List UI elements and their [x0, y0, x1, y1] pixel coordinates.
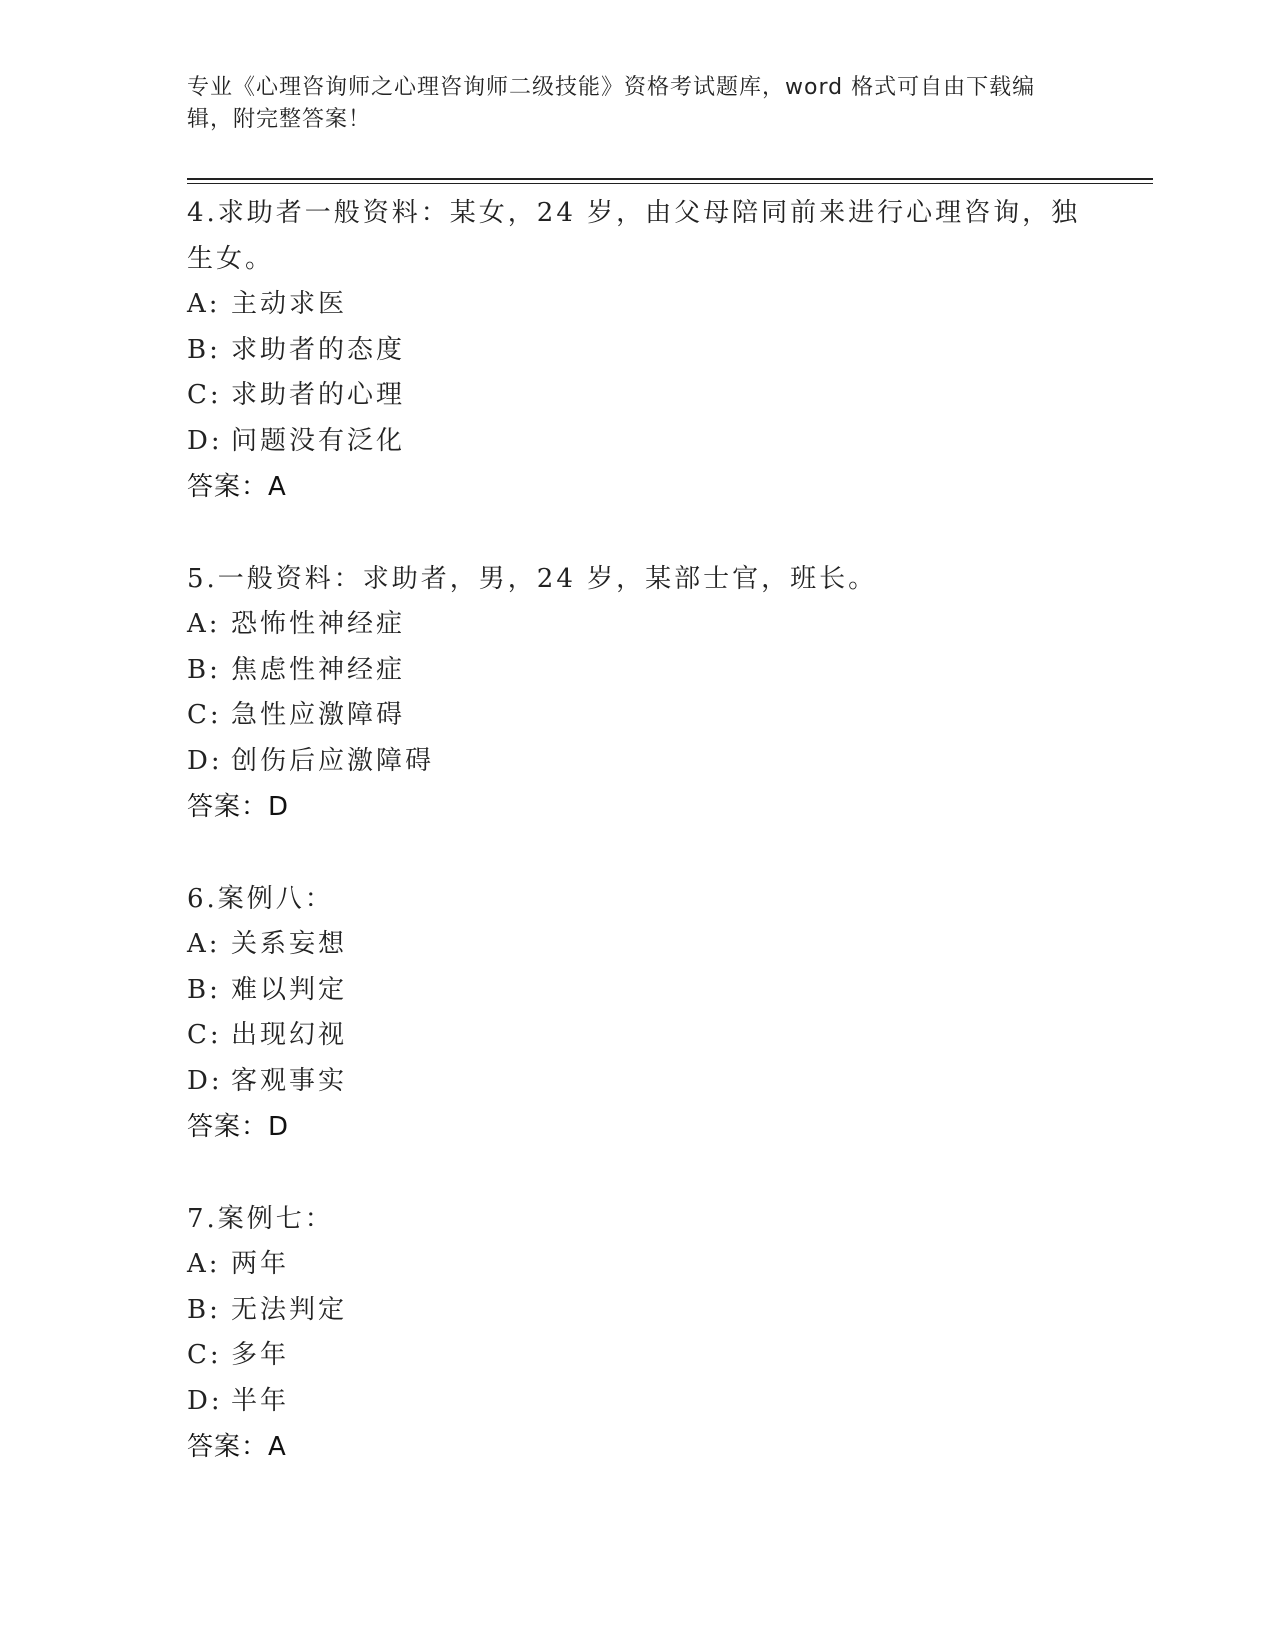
- question-stem: 4.求助者一般资料：某女，24 岁，由父母陪同前来进行心理咨询，独生女。: [187, 198, 1081, 274]
- question-7: [187, 1196, 1087, 1470]
- option-text: 半年: [231, 1385, 290, 1416]
- document-intro: 专业《心理咨询师之心理咨询师二级技能》资格考试题库，word 格式可自由下载编辑，附完整答案！: [187, 75, 1036, 132]
- option-d: [187, 419, 1087, 465]
- option-text: 多年: [231, 1340, 290, 1370]
- option-text: 关系妄想: [231, 929, 348, 959]
- option-b: [187, 648, 1087, 694]
- question-stem: 6.案例八：: [187, 884, 334, 914]
- answer-line: 答案：D: [187, 1112, 290, 1142]
- header-divider-thick: [187, 178, 1153, 180]
- option-a: [187, 602, 1087, 648]
- option-text: 恐怖性神经症: [231, 609, 406, 639]
- option-text: 难以判定: [231, 974, 348, 1005]
- question-4: [187, 190, 1087, 510]
- option-letter: C:: [187, 1340, 222, 1370]
- header-divider-thin: [187, 183, 1153, 184]
- option-letter: A:: [187, 609, 221, 639]
- option-letter: D:: [187, 1385, 223, 1416]
- option-b: [187, 1288, 1087, 1334]
- question-stem: 5.一般资料：求助者，男，24 岁，某部士官，班长。: [187, 564, 878, 594]
- option-text: 客观事实: [231, 1065, 348, 1096]
- option-letter: D:: [187, 1065, 223, 1096]
- option-letter: A:: [187, 289, 221, 319]
- option-letter: B:: [187, 334, 221, 365]
- option-text: 两年: [231, 1249, 290, 1279]
- option-d: [187, 1059, 1087, 1105]
- option-b: [187, 328, 1087, 374]
- option-c: [187, 373, 1087, 419]
- option-letter: B:: [187, 1294, 221, 1325]
- option-c: [187, 1333, 1087, 1379]
- option-letter: D:: [187, 745, 223, 776]
- answer-line: 答案：D: [187, 792, 290, 822]
- option-d: [187, 1379, 1087, 1425]
- option-letter: B:: [187, 974, 221, 1005]
- option-a: [187, 282, 1087, 328]
- question-stem: 7.案例七：: [187, 1204, 334, 1234]
- option-a: [187, 1242, 1087, 1288]
- option-letter: C:: [187, 700, 222, 730]
- option-a: [187, 922, 1087, 968]
- question-5: [187, 556, 1087, 830]
- option-text: 无法判定: [231, 1294, 348, 1325]
- option-text: 创伤后应激障碍: [231, 745, 435, 776]
- option-letter: A:: [187, 929, 221, 959]
- option-text: 急性应激障碍: [231, 700, 406, 730]
- option-letter: B:: [187, 654, 221, 685]
- option-d: [187, 739, 1087, 785]
- option-letter: A:: [187, 1249, 221, 1279]
- option-text: 求助者的态度: [231, 334, 406, 365]
- option-text: 求助者的心理: [231, 380, 406, 410]
- option-text: 出现幻视: [231, 1020, 348, 1050]
- option-text: 问题没有泛化: [231, 425, 406, 456]
- option-c: [187, 1013, 1087, 1059]
- option-text: 主动求医: [231, 289, 348, 319]
- question-list: [187, 190, 1087, 1516]
- option-letter: D:: [187, 425, 223, 456]
- option-b: [187, 968, 1087, 1014]
- answer-line: 答案：A: [187, 1432, 287, 1462]
- answer-line: 答案：A: [187, 472, 287, 502]
- option-letter: C:: [187, 380, 222, 410]
- question-6: [187, 876, 1087, 1150]
- option-text: 焦虑性神经症: [231, 654, 406, 685]
- option-letter: C:: [187, 1020, 222, 1050]
- option-c: [187, 693, 1087, 739]
